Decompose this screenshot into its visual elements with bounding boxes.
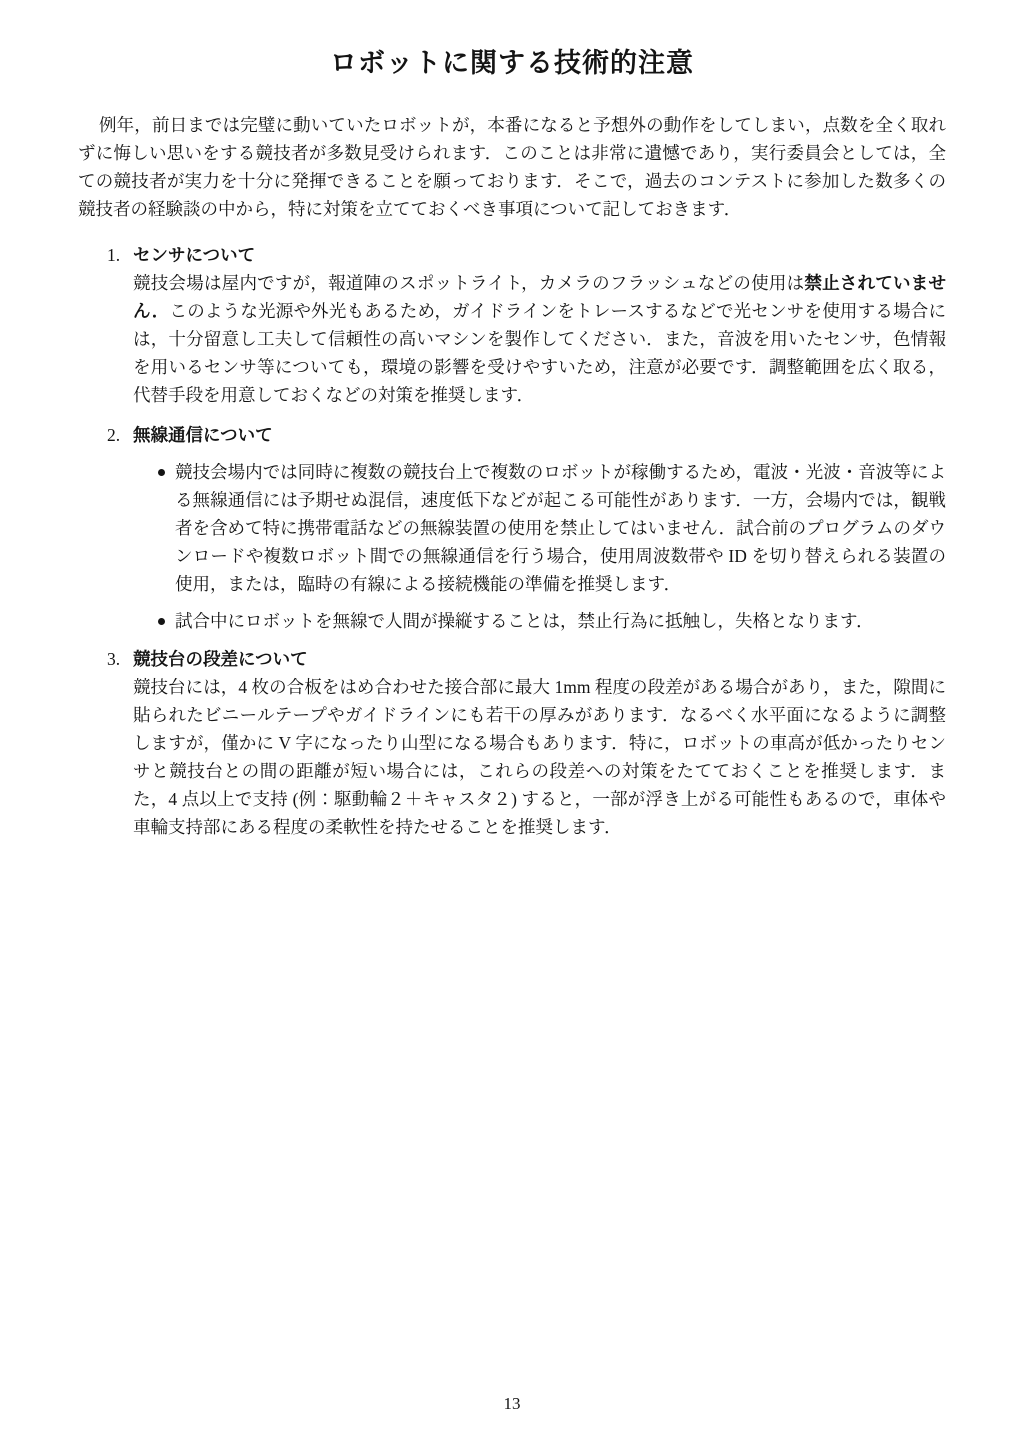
body-text-bold: 禁止されていません． xyxy=(133,273,947,321)
section-body-sensors xyxy=(133,269,946,409)
section-platform-steps xyxy=(78,645,946,841)
intro-paragraph: 例年，前日までは完璧に動いていたロボットが，本番になると予想外の動作をしてしまい，点数を全く取れずに悔しい思いをする競技者が多数見受けられます．このことは非常に遺憾であり，実行委員会としては，全ての競技者が実力を十分に発揮できることを願っております．そこで，過去のコンテストに参加した数多くの競技者の経験談の中から，特に対策を立てておくべき事項について記しておきます． xyxy=(78,115,946,219)
page-title: ロボットに関する技術的注意 xyxy=(330,48,694,78)
section-body-platform-steps: 競技台には，4 枚の合板をはめ合わせた接合部に最大 1mm 程度の段差がある場合があり，また，隙間に貼られたビニールテープやガイドラインにも若干の厚みがあります．なるべく水平面になるように調整しますが，僅かに V 字になったり山型になる場合もあります．特に，ロボットの車高が低かったりセンサと競技台との間の距離が短い場合には，これらの段差への対策をたてておくことを推奨します．また，4 点以上で支持 (例：駆動輪２＋キャスタ２) すると，一部が浮き上がる可能性もあるので，車体や車輪支持部にある程度の柔軟性を持たせることを推奨します． xyxy=(133,677,946,837)
section-heading-platform-steps: 競技台の段差について xyxy=(133,649,308,669)
section-heading-sensors: センサについて xyxy=(133,245,256,265)
body-text: 競技会場は屋内ですが，報道陣のスポットライト，カメラのフラッシュなどの使用は xyxy=(133,273,805,293)
bullet-icon xyxy=(158,469,165,476)
section-number: 2. xyxy=(107,425,121,445)
list-item xyxy=(133,607,946,635)
section-number: 1. xyxy=(107,245,121,265)
section-sensors xyxy=(78,241,946,409)
body-text: このような光源や外光もあるため，ガイドラインをトレースするなどで光センサを使用する場合には，十分留意し工夫して信頼性の高いマシンを製作してください．また，音波を用いたセンサ，色情報を用いるセンサ等についても，環境の影響を受けやすいため，注意が必要です．調整範囲を広く取る，代替手段を用意しておくなどの対策を推奨します． xyxy=(133,301,946,405)
page-content xyxy=(78,0,946,841)
bullet-text: 試合中にロボットを無線で人間が操縦することは，禁止行為に抵触し，失格となります． xyxy=(175,611,874,631)
page-number: 13 xyxy=(503,1394,521,1413)
bullet-icon xyxy=(158,618,165,625)
list-item xyxy=(133,458,946,598)
section-heading-wireless: 無線通信について xyxy=(133,425,273,445)
section-number: 3. xyxy=(107,649,121,669)
section-wireless xyxy=(78,421,946,635)
bullet-text: 競技会場内では同時に複数の競技台上で複数のロボットが稼働するため，電波・光波・音波等による無線通信には予期せぬ混信，速度低下などが起こる可能性があります．一方，会場内では，観戦者を含めて特に携帯電話などの無線装置の使用を禁止してはいません．試合前のプログラムのダウンロードや複数ロボット間での無線通信を行う場合，使用周波数帯や ID を切り替えられる装置の使用，または，臨時の有線による接続機能の準備を推奨します． xyxy=(175,462,946,594)
